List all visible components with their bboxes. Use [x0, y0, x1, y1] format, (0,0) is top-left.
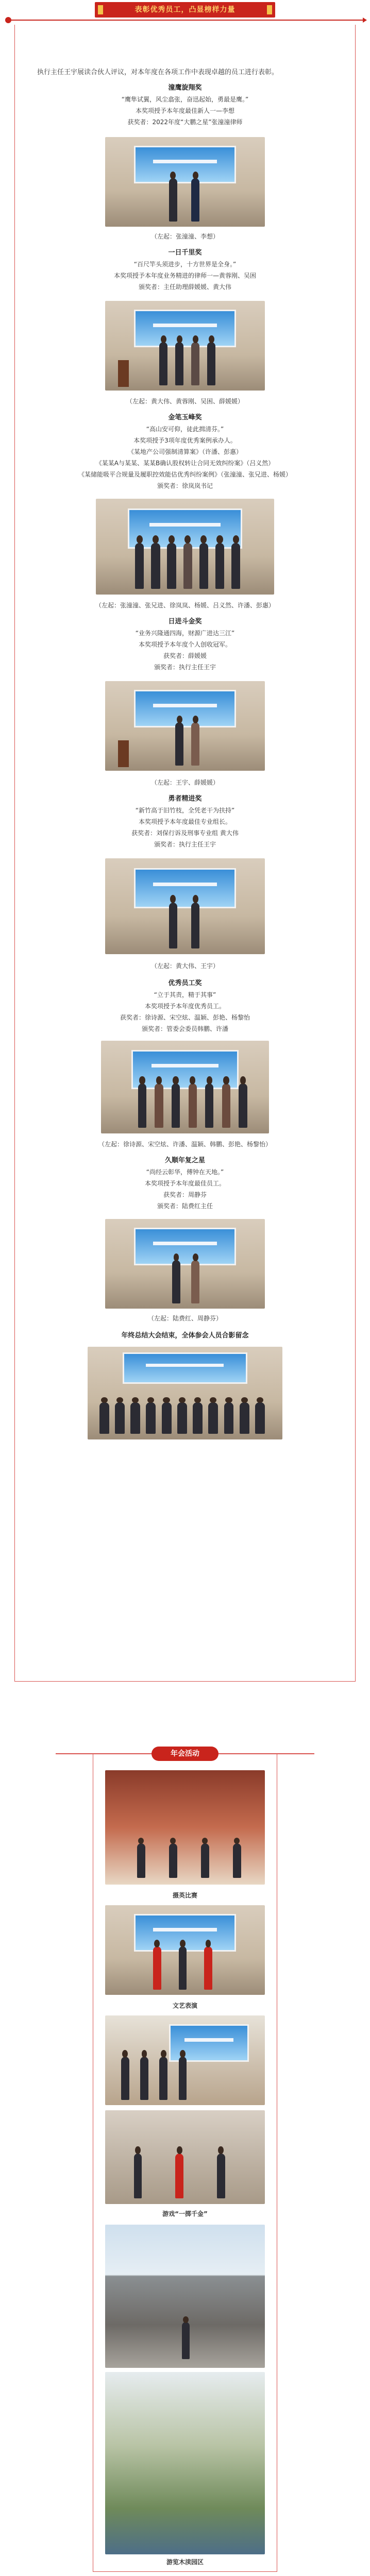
award-photo: [105, 137, 265, 227]
award-line: “业务兴隆通四海，财源广进达三江”: [135, 630, 235, 637]
photo-caption: （左起：张潼潼、张兄进、徐岚岚、杨媛、吕义然、许潘、彭惠）: [95, 602, 275, 609]
award-line: 颁奖者：执行主任王宇: [154, 841, 216, 848]
award-title: 久顺年复之星: [164, 1157, 205, 1164]
banner-title: 表彰优秀员工，凸显榜样力量: [134, 6, 236, 14]
award-line: 颁奖者：管委会委员韩鹏、许潘: [141, 1025, 228, 1032]
award-line: 颁奖者：陆费红主任: [157, 1202, 213, 1210]
award-line: 《某储能吸平合规量及履职控效能估优秀纠纷案例》（张潼潼、张兄进、杨媛）: [78, 471, 292, 478]
award-line: 颁奖者：执行主任王宇: [154, 664, 216, 671]
award-photo: [105, 1219, 265, 1309]
award-line: 颁奖者：主任助理薛媛媛、黄大伟: [138, 283, 231, 291]
intro-paragraph: 执行主任王宇展读合伙人评议，对本年度在各项工作中表现卓越的员工进行表彰。: [37, 69, 279, 76]
activity-photo: [105, 2110, 265, 2204]
award-photo: [105, 858, 265, 954]
award-photo: [96, 499, 274, 595]
award-line: 本奖项授予本年度优秀员工。: [144, 1003, 225, 1010]
award-line: 本奖项授予本年度业务精进的律师一—黄蓉刚、吴困: [113, 272, 256, 279]
photo-caption: （左起：黄大伟、王宇）: [150, 962, 219, 970]
award-title: 金笔玉峰奖: [168, 414, 202, 421]
award-line: 本奖项授予本年度最佳新人一—李想: [135, 107, 234, 114]
activity-caption: 文艺表演: [172, 2002, 197, 2009]
award-line: “百尺竿头须进步，十方世界是全身。”: [133, 261, 237, 268]
award-photo: [105, 301, 265, 391]
photo-caption: （左起：黄大伟、黄蓉刚、吴困、薛媛媛）: [126, 398, 244, 405]
award-line: 获奖者：薛媛媛: [163, 652, 207, 659]
award-title: 日进斗金奖: [168, 618, 202, 625]
award-line: 本奖项授予3项年度优秀案例承办人。: [133, 437, 237, 444]
award-line: “立于其责，精于其事”: [154, 991, 216, 998]
photo-caption: （左起：陆费红、周静芬）: [147, 1315, 222, 1322]
award-title: 一日千里奖: [168, 249, 202, 257]
award-line: 获奖者：周静芬: [163, 1191, 207, 1198]
photo-caption: （左起：徐诗源、宋空炫、许潘、温颖、韩鹏、彭艳、杨黎怡）: [98, 1141, 272, 1148]
activity-photo: [105, 1770, 265, 1885]
activity-caption: 摄英比赛: [172, 1892, 197, 1899]
activity-photo: [105, 1905, 265, 1995]
award-line: “尚经云彰华，傅钟在天地。”: [146, 1168, 224, 1176]
award-line: “新竹高于旧竹枝，全凭老干为扶持”: [135, 807, 235, 814]
award-line: “高山安可仰，徒此揖清芬。”: [146, 426, 224, 433]
section-title: 年会活动: [152, 1747, 218, 1761]
award-line: 获奖者：2022年度“大鹏之星”张潼潼律师: [127, 118, 243, 126]
award-line: 颁奖者：徐岚岚书记: [157, 482, 213, 489]
photo-caption: （左起：王宇、薛媛媛）: [150, 779, 219, 786]
activity-photo: [105, 2372, 265, 2554]
award-title: 潼鹰旋翔奖: [168, 84, 202, 92]
award-line: 《某某A与某某、某某B确认股权转让合同无效纠纷案》（吕义然）: [95, 460, 275, 467]
activity-caption: 游戏“一掷千金”: [162, 2210, 208, 2217]
award-line: 《某地产公司强制清算案》（许潘、彭惠）: [127, 448, 242, 455]
award-title: 优秀员工奖: [168, 979, 202, 987]
award-line: 本奖项授予本年度最佳专业组长。: [138, 818, 231, 825]
section-divider: [5, 20, 365, 21]
award-line: 获奖者：徐诗源、宋空炫、温颖、彭艳、杨黎怡: [120, 1014, 250, 1021]
group-photo: [88, 1347, 282, 1439]
activity-caption: 游览木渎园区: [166, 2558, 204, 2566]
award-photo: [105, 681, 265, 771]
award-line: “鹰隼试翼，风尘翕张，奋迅起始，勇最是鹰。”: [121, 96, 249, 103]
award-title: 勇者精进奖: [168, 795, 202, 803]
photo-caption: （左起：张潼潼、李想）: [150, 233, 219, 240]
activity-photo: [105, 2015, 265, 2105]
award-line: 本奖项授予本年度个人创收冠军。: [138, 641, 231, 648]
activity-photo: [105, 2225, 265, 2368]
group-photo-caption: 年终总结大会结束，全体参会人员合影留念: [121, 1332, 249, 1340]
award-photo: [101, 1041, 269, 1133]
award-line: 本奖项授予本年度最佳员工。: [144, 1180, 225, 1187]
award-line: 获奖者：刘保行诉及刑事专业组 黄大伟: [131, 829, 239, 837]
header-banner: [95, 2, 275, 18]
